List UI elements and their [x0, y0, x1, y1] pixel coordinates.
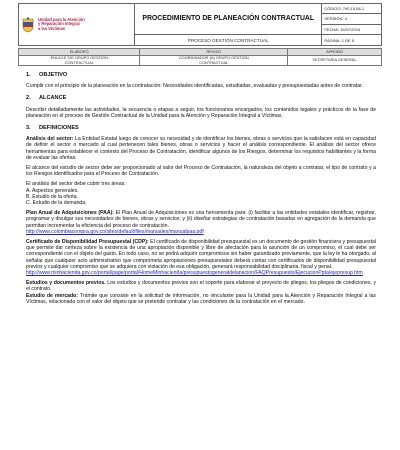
section-number: 3.: [26, 125, 31, 132]
page-number: PÁGINA: 1 DE 5: [322, 35, 382, 46]
paa-manual-link[interactable]: http://www.colombiacompra.gov.co/sites/default/files/manuales/manualpaa.pdf: [26, 228, 204, 235]
coat-of-arms-icon: [21, 17, 35, 33]
document-date: FECHA: 15/07/2015: [322, 24, 382, 34]
definition-paa: [26, 210, 376, 229]
cdp-reference-link[interactable]: http://www.minhacienda.gov.co/portal/page/portal/HomeMinhacienda/presupuestogeneraldelanacion/FAQPresupuesto/EjecucionPpta/ejepresup.htm: [26, 270, 363, 277]
section-title: OBJETIVO: [39, 72, 68, 78]
logo-line: Unidad para la Atención: [38, 16, 85, 22]
signature-table: [18, 48, 382, 66]
definition-term: Análisis del sector:: [26, 136, 74, 143]
document-header: [18, 3, 382, 46]
signature-line: CONTRACTUAL: [199, 59, 229, 65]
definition-sector-analysis: [26, 136, 376, 161]
document-code: CÓDIGO: 790,15,08-1: [322, 4, 382, 14]
definition-text: El certificado de disponibilidad presupuestal es un documento de gestión financiera y presupuestal que permite dar certeza sobre la existencia de una apropiación disponible y libre de afectación para la asunción de un compromiso, el cual debe ser correspondiente con el objeto del gasto. En todo caso, no se podrá adquirir compromisos sin haber garantizado previamente, que la ley le ha otorgado, al señalar que cualquier acto administrativo que comprometa apropiaciones presupuestales deberá contar con certificados de disponibilidad presupuestal previos y cualquier compromiso que se adquiera con violación de esa obligación, generará responsabilidad disciplinaria, fiscal y penal.: [26, 239, 377, 270]
unit-logo-text: [38, 18, 85, 32]
signature-value: [19, 56, 140, 66]
logo-line: a las Víctimas: [38, 25, 66, 31]
sector-analysis-scope: El alcance del estudio de sector debe ser proporcionado al valor del Proceso de Contratación, la naturaleza del objeto a contratar, el tipo de contrato y a los Riesgos identificados para el Proceso de Contratación.: [26, 165, 376, 178]
signature-value: [288, 56, 382, 66]
scope-text: Describir detalladamente las actividades, la secuencia o etapas a seguir, los funcionarios encargados, los contenidos legales y prácticos de la fase de planeación en el proceso de Gestión Contractual de la Unidad para la Atención y Reparación Integral a Víctimas.: [26, 106, 376, 119]
list-item: B. Estudio de la oferta.: [26, 193, 79, 200]
section-title: DEFINICIONES: [39, 125, 79, 132]
definition-text: La Entidad Estatal luego de conocer su necesidad y de identificar los bienes, obras o servicios que la satisfacen está en capacidad de definir el sector o mercado al cual pertenecen tales bienes, obras o servicios y hacer el análisis correspondiente. El análisis del sector ofrece herramientas para establecer el contexto del Proceso de Contratación, identificar algunos de los Riesgos, determinar los requisitos habilitantes y la forma de evaluar las ofertas.: [26, 136, 376, 161]
section-heading-definitions: [26, 125, 376, 131]
definition-text: Trámite que consiste en la solicitud de información, no vinculante para la Unidad para la Atención y Reparación Integral a las Víctimas, relacionada con el valor del objeto que se pretende contratar y las condiciones de la contratación en el mercado.: [26, 292, 376, 305]
definition-text: El Plan Anual de Adquisiciones es una herramienta para: (i) facilitar a las entidades estatales identificar, registrar, programar y divulgar sus necesidades de bienes, obras y servicios; y (ii) diseñar estrategias de contratación basadas en agregación de la demanda que permitan incrementar la eficiencia del proceso de contratación.: [26, 210, 376, 229]
signature-line: SECRETARIA GENERAL: [312, 57, 357, 63]
sector-areas-list: [26, 181, 376, 206]
definition-cdp: [26, 239, 376, 270]
list-item: C. Estudio de la demanda.: [26, 200, 87, 207]
signature-header: ELABORÓ: [19, 49, 140, 56]
objective-text: Cumplir con el principio de la planeación en la contratación: Necesidades identificadas, estudiadas, evaluadas y presupuestadas antes de contratar.: [26, 83, 363, 90]
definition-term: Estudios y documentos previos.: [26, 280, 106, 287]
section-number: 2.: [26, 95, 31, 102]
logo-line: y Reparación Integral: [38, 21, 80, 27]
document-version: VERSIÓN: 4: [322, 14, 382, 24]
signature-line: ENLACE SIG GRUPO GESTIÓN: [50, 55, 108, 61]
section-number: 1.: [26, 72, 31, 78]
section-heading-scope: [26, 95, 376, 101]
signature-line: COORDINADOR (A) GRUPO GESTIÓN: [178, 55, 249, 61]
definition-term: Estudio de mercado:: [26, 292, 79, 299]
definition-previous-studies: [26, 280, 376, 292]
list-intro: El análisis del sector debe cubrir tres áreas:: [26, 181, 126, 188]
signature-value: [140, 56, 288, 66]
document-title: PROCEDIMIENTO DE PLANEACIÓN CONTRACTUAL: [135, 4, 322, 35]
definition-market-study: [26, 293, 376, 305]
process-name: PROCESO GESTIÓN CONTRACTUAL: [135, 35, 322, 46]
list-item: A. Aspectos generales.: [26, 187, 79, 194]
section-heading-objective: [26, 72, 376, 78]
signature-line: CONTRACTUAL: [64, 59, 94, 65]
definition-text: Los estudios y documentos previos son el soporte para elaborar el proyecto de pliegos, los pliegos de condiciones, y el contrato.: [26, 280, 376, 293]
signature-header: REVISÓ: [140, 49, 288, 56]
section-title: ALCANCE: [39, 95, 67, 102]
definition-term: Certificado de Disponibilidad Presupuestal (CDP):: [26, 239, 149, 246]
definition-term: Plan Anual de Adquisiciones (PAA):: [26, 210, 115, 217]
signature-header: APROBÓ: [288, 49, 382, 56]
logo-cell: [19, 4, 135, 46]
document-body: [26, 72, 376, 305]
